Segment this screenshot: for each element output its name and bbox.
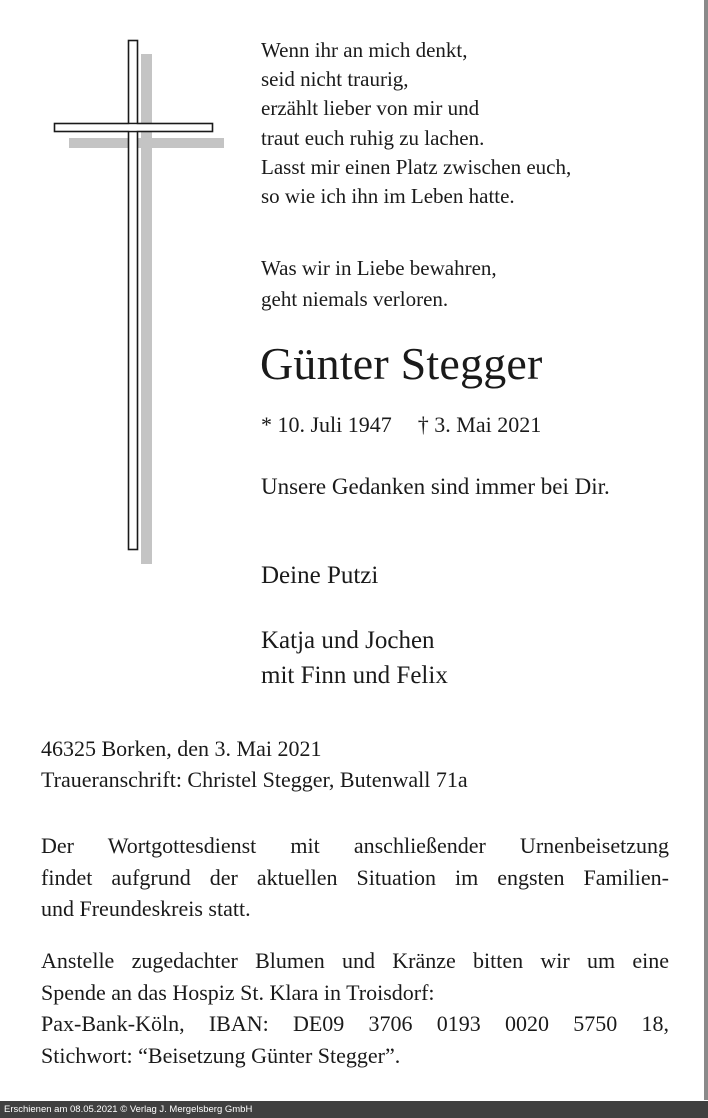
birth-date: * 10. Juli 1947 — [261, 412, 392, 437]
place-date: 46325 Borken, den 3. Mai 2021 — [41, 736, 322, 761]
cross-outline-vertical — [129, 41, 138, 550]
donation-line: Stichwort: “Beisetzung Günter Stegger”. — [41, 1042, 401, 1068]
life-dates — [261, 410, 541, 440]
service-line: findet aufgrund der aktuellen Situation im engsten Familien- — [41, 864, 669, 890]
family-line: mit Finn und Felix — [261, 662, 448, 689]
donation-line: Pax-Bank-Köln, IBAN: DE09 3706 0193 0020 5750 18, — [41, 1011, 669, 1036]
poem-line: seid nicht traurig, — [261, 67, 409, 92]
poem-line: traut euch ruhig zu lachen. — [261, 125, 485, 150]
publication-footer: Erschienen am 08.05.2021 © Verlag J. Mergelsberg GmbH — [0, 1101, 708, 1118]
donation-line: Spende an das Hospiz St. Klara in Troisdorf: — [41, 979, 435, 1005]
cross-icon — [0, 0, 240, 580]
poem-line: Lasst mir einen Platz zwischen euch, — [261, 154, 572, 179]
mourner-partner: Deine Putzi — [261, 562, 379, 589]
quote — [261, 253, 497, 315]
poem-line: erzählt lieber von mir und — [261, 96, 480, 121]
family-line: Katja und Jochen — [261, 627, 435, 654]
death-date: † 3. Mai 2021 — [417, 412, 542, 437]
poem — [261, 36, 571, 211]
deceased-name: Günter Stegger — [260, 338, 543, 389]
address-block — [41, 733, 468, 795]
donation-line: Anstelle zugedachter Blumen und Kränze bitten wir um eine — [41, 948, 669, 973]
mourner-family — [261, 623, 448, 693]
mourning-address: Traueranschrift: Christel Stegger, Butenwall 71a — [41, 767, 468, 792]
quote-line: geht niemals verloren. — [261, 287, 449, 311]
poem-line: so wie ich ihn im Leben hatte. — [261, 184, 515, 209]
quote-line: Was wir in Liebe bewahren, — [261, 256, 497, 280]
thoughts-line: Unsere Gedanken sind immer bei Dir. — [261, 474, 610, 499]
donation-info — [41, 945, 669, 1071]
service-line: und Freundeskreis statt. — [41, 896, 251, 921]
cross-shadow-horizontal — [69, 138, 224, 148]
service-line: Der Wortgottesdienst mit anschließender Urnenbeisetzung — [41, 833, 669, 858]
service-info — [41, 830, 669, 925]
poem-line: Wenn ihr an mich denkt, — [261, 38, 468, 62]
